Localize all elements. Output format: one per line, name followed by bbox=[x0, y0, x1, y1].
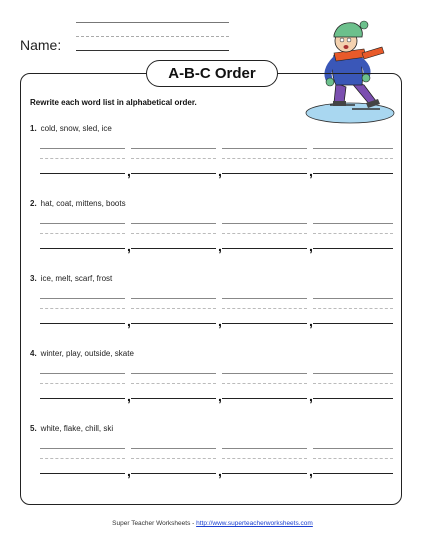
question-prompt: 4. winter, play, outside, skate bbox=[30, 349, 134, 358]
answer-slot[interactable]: , bbox=[222, 148, 307, 180]
word-list: white, flake, chill, ski bbox=[40, 424, 114, 433]
name-field[interactable] bbox=[76, 50, 229, 51]
question-prompt: 1. cold, snow, sled, ice bbox=[30, 124, 112, 133]
answer-slot[interactable]: , bbox=[40, 148, 125, 180]
word-list: cold, snow, sled, ice bbox=[40, 124, 112, 133]
answer-slot[interactable]: , bbox=[40, 223, 125, 255]
question-prompt: 2. hat, coat, mittens, boots bbox=[30, 199, 126, 208]
answer-slot[interactable] bbox=[313, 148, 393, 180]
answer-slot[interactable]: , bbox=[131, 448, 216, 480]
footer-separator: - bbox=[192, 520, 195, 527]
question-5 bbox=[30, 424, 395, 499]
answer-slot[interactable]: , bbox=[131, 298, 216, 330]
question-2 bbox=[30, 199, 395, 274]
word-list: hat, coat, mittens, boots bbox=[40, 199, 126, 208]
answer-slot[interactable]: , bbox=[131, 148, 216, 180]
question-3 bbox=[30, 274, 395, 349]
worksheet-title: A-B-C Order bbox=[146, 60, 278, 87]
answer-slot[interactable]: , bbox=[222, 448, 307, 480]
answer-slot[interactable] bbox=[313, 298, 393, 330]
answer-slot[interactable]: , bbox=[222, 298, 307, 330]
word-list: winter, play, outside, skate bbox=[40, 349, 134, 358]
answer-slot[interactable]: , bbox=[40, 448, 125, 480]
name-guide-mid bbox=[76, 36, 229, 37]
footer-link[interactable]: http://www.superteacherworksheets.com bbox=[196, 520, 313, 527]
answer-slot[interactable]: , bbox=[40, 373, 125, 405]
answer-slot[interactable]: , bbox=[222, 373, 307, 405]
answer-slot[interactable]: , bbox=[131, 223, 216, 255]
question-prompt: 3. ice, melt, scarf, frost bbox=[30, 274, 113, 283]
answer-slot[interactable] bbox=[313, 223, 393, 255]
name-guide-top bbox=[76, 22, 229, 23]
footer-brand: Super Teacher Worksheets bbox=[112, 520, 191, 527]
answer-slot[interactable]: , bbox=[40, 298, 125, 330]
question-1 bbox=[30, 124, 395, 199]
question-4 bbox=[30, 349, 395, 424]
footer bbox=[0, 520, 425, 527]
instructions: Rewrite each word list in alphabetical order. bbox=[30, 98, 197, 107]
answer-slot[interactable] bbox=[313, 448, 393, 480]
word-list: ice, melt, scarf, frost bbox=[40, 274, 113, 283]
name-label: Name: bbox=[20, 37, 62, 53]
answer-slot[interactable] bbox=[313, 373, 393, 405]
answer-slot[interactable]: , bbox=[131, 373, 216, 405]
answer-slot[interactable]: , bbox=[222, 223, 307, 255]
question-prompt: 5. white, flake, chill, ski bbox=[30, 424, 114, 433]
